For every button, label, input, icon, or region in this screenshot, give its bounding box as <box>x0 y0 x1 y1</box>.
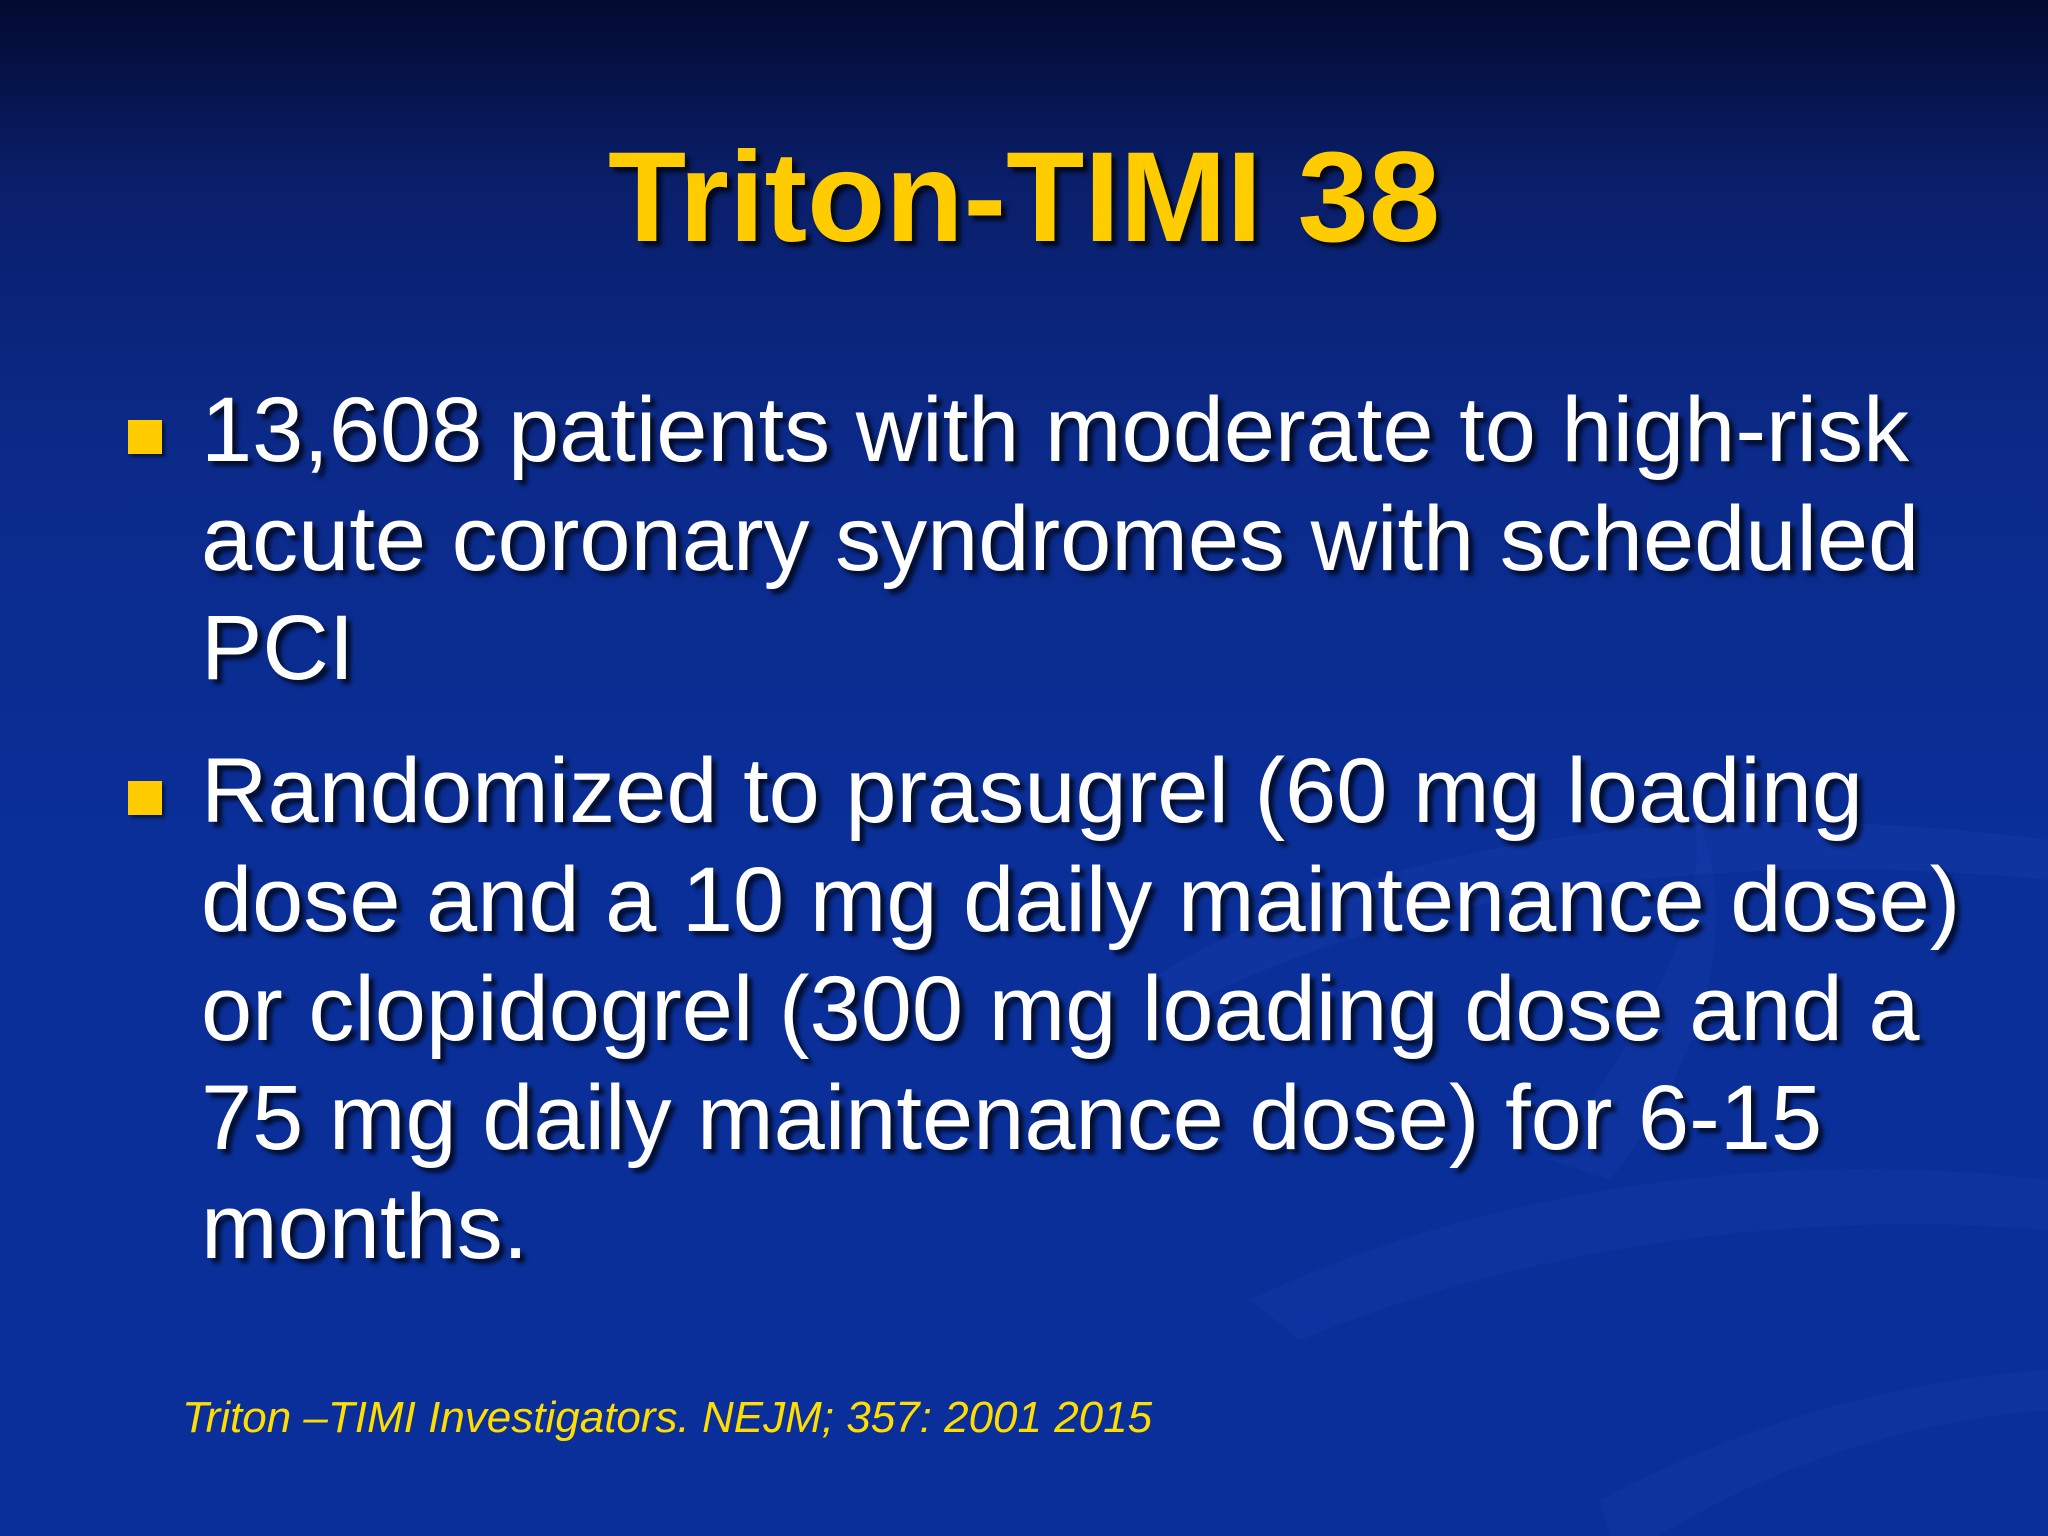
bullet-text: Randomized to prasugrel (60 mg loading dose and a 10 mg daily maintenance dose) or clopidogrel (300 mg loading dose and a 75 mg daily maintenance dose) for 6-15 months. <box>201 740 1961 1278</box>
bullet-item <box>128 737 2028 1282</box>
slide-title: Triton-TIMI 38 <box>608 126 1440 269</box>
bullet-item <box>128 376 2028 703</box>
square-bullet-icon <box>128 420 162 454</box>
bullet-text: 13,608 patients with moderate to high-risk acute coronary syndromes with scheduled PCI <box>201 379 1920 699</box>
citation: Triton –TIMI Investigators. NEJM; 357: 2001 2015 <box>182 1393 1153 1442</box>
bullet-list <box>128 376 2028 1316</box>
square-bullet-icon <box>128 781 162 815</box>
